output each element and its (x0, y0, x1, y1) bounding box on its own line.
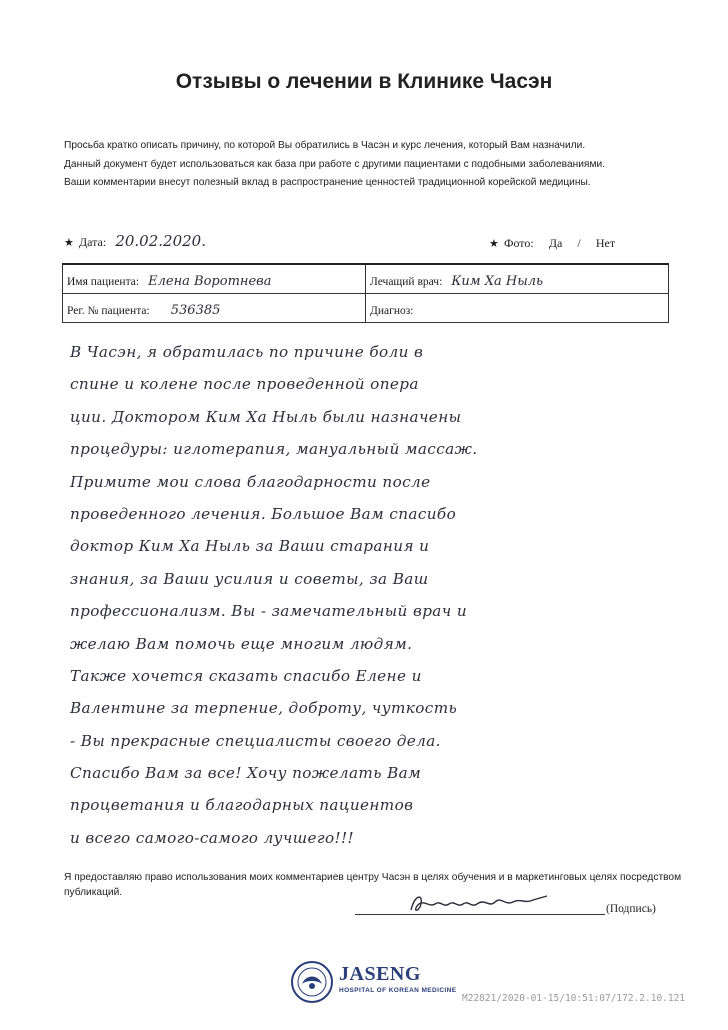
handwritten-line: - Вы прекрасные специалисты своего дела. (70, 731, 441, 750)
patient-name-value: Елена Воротнева (148, 273, 272, 289)
signature-line (355, 914, 605, 915)
date-value: 20.02.2020. (115, 232, 206, 250)
reg-label: Рег. № пациента: (67, 304, 150, 317)
handwritten-line: знания, за Ваши усилия и советы, за Ваш (70, 569, 429, 588)
doctor-cell (366, 264, 669, 294)
handwritten-line: желаю Вам помочь еще многим людям. (70, 634, 413, 653)
photo-row (489, 232, 615, 251)
logo-name: JASENG (339, 963, 421, 985)
patient-info-table (62, 263, 669, 323)
handwritten-line: ции. Доктором Ким Ха Ныль были назначены (70, 407, 462, 426)
handwritten-line: процедуры: иглотерапия, мануальный массаж. (70, 440, 478, 459)
patient-name-cell (63, 264, 366, 294)
intro-text (64, 137, 684, 193)
star-icon: ★ (489, 237, 499, 250)
intro-line: Данный документ будет использоваться как база при работе с другими пациентами с подобными заболеваниями. (64, 158, 605, 170)
photo-label: Фото: (503, 236, 534, 250)
intro-line: Просьба кратко описать причину, по которой Вы обратились в Часэн и курс лечения, который Вам назначили. (64, 140, 586, 151)
logo-subtitle: HOSPITAL OF KOREAN MEDICINE (339, 987, 457, 994)
handwritten-line: Также хочется сказать спасибо Елене и (70, 666, 422, 685)
handwritten-line: проведенного лечения. Большое Вам спасибо (70, 504, 457, 523)
handwritten-line: профессионализм. Вы - замечательный врач и (70, 602, 468, 621)
doctor-value: Ким Ха Ныль (451, 273, 544, 289)
reg-value: 536385 (170, 302, 221, 318)
handwritten-line: доктор Ким Ха Ныль за Ваши старания и (70, 537, 430, 556)
footer-stamp: M22821/2020-01-15/10:51:07/172.2.10.121 (462, 993, 686, 1004)
page-title: Отзывы о лечении в Клинике Часэн (175, 70, 553, 93)
handwritten-line: В Часэн, я обратилась по причине боли в (70, 343, 424, 361)
handwritten-line: и всего самого-самого лучшего!!! (70, 828, 355, 847)
jaseng-emblem-icon (290, 960, 334, 1004)
date-label: Дата: (78, 235, 107, 249)
handwritten-line: процветания и благодарных пациентов (70, 796, 414, 815)
reg-cell (63, 294, 366, 323)
photo-no: Нет (595, 236, 616, 250)
diagnosis-cell (366, 294, 669, 323)
photo-separator: / (577, 236, 581, 250)
handwritten-line: Спасибо Вам за все! Хочу пожелать Вам (70, 764, 422, 783)
intro-line: Ваши комментарии внесут полезный вклад в распространение ценностей традиционной корейской медицины. (64, 177, 591, 189)
handwritten-line: Примите мои слова благодарности после (70, 472, 431, 491)
patient-name-label: Имя пациента: (67, 275, 140, 288)
handwritten-line: Валентине за терпение, доброту, чуткость (70, 699, 458, 718)
doctor-label: Лечащий врач: (370, 275, 443, 288)
consent-text: Я предоставляю право использования моих комментариев центру Часэн в целях обучения и в маркетинговых целях посредством публикаций. (64, 872, 682, 898)
handwritten-line: спине и колене после проведенной опера (70, 375, 419, 394)
date-row (64, 231, 206, 250)
star-icon: ★ (64, 236, 74, 249)
signature-label: (Подпись) (606, 903, 656, 915)
diagnosis-label: Диагноз: (370, 304, 414, 317)
handwritten-review (70, 336, 690, 854)
photo-yes: Да (548, 236, 563, 250)
